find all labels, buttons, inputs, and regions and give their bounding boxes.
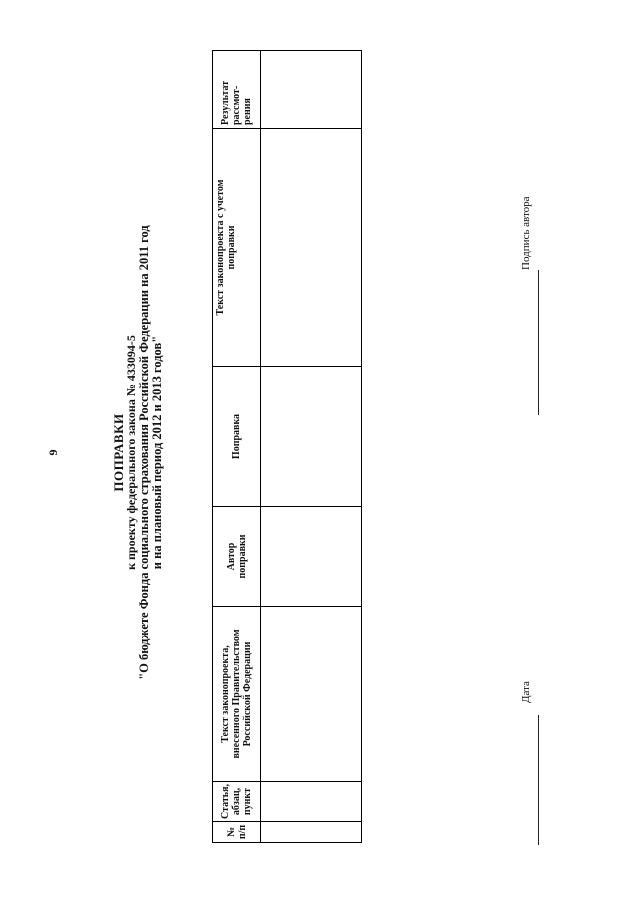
header-author: Автор поправки — [213, 507, 261, 607]
title-bill-reference: к проекту федерального закона № 433094-5 — [124, 335, 138, 570]
title-main: ПОПРАВКИ — [111, 413, 126, 492]
cell-author[interactable] — [261, 507, 362, 607]
header-revised-text: Текст законопроекта с учетом поправки — [213, 129, 261, 367]
cell-number[interactable] — [261, 822, 362, 843]
signature-label: Подпись автора — [520, 196, 532, 270]
cell-article[interactable] — [261, 782, 362, 822]
date-label: Дата — [520, 681, 532, 703]
table-header-row — [213, 51, 261, 843]
table-row — [261, 51, 362, 843]
cell-bill-text[interactable] — [261, 607, 362, 782]
page-number: 9 — [46, 449, 60, 456]
document-title — [112, 90, 164, 815]
cell-revised-text[interactable] — [261, 129, 362, 367]
cell-result[interactable] — [261, 51, 362, 129]
header-bill-text: Текст законопроекта, внесенного Правительством Российской Федерации — [213, 607, 261, 782]
header-result: Результат рассмот- рения — [213, 51, 261, 129]
header-number: № п/п — [213, 822, 261, 843]
title-bill-name-line1: "О бюджете Фонда социального страхования Российской Федерации на 2011 год — [137, 225, 151, 680]
cell-amendment[interactable] — [261, 367, 362, 507]
header-amendment: Поправка — [213, 367, 261, 507]
signature-line — [538, 270, 539, 415]
header-article: Статья, абзац, пункт — [213, 782, 261, 822]
title-bill-name-line2: и на плановый период 2012 и 2013 годов" — [150, 335, 164, 570]
amendments-table — [212, 50, 362, 843]
date-line — [538, 715, 539, 845]
